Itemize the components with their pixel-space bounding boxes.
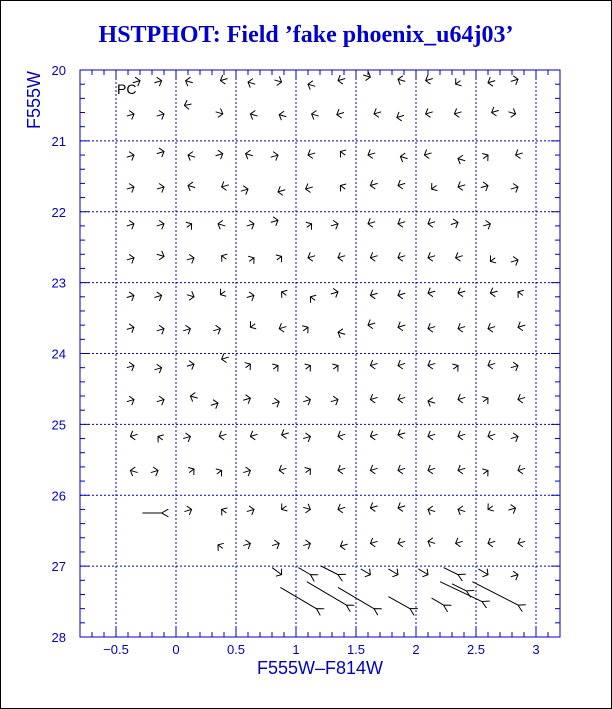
y-tick-label: 28 [51, 630, 66, 645]
vector-mark [444, 568, 458, 575]
vector-mark [282, 506, 287, 510]
vector-mark [432, 598, 444, 605]
y-axis-label: F555W [24, 70, 44, 130]
vector-mark [307, 224, 312, 228]
vector-mark [488, 506, 493, 510]
vector-mark [189, 469, 194, 473]
vector-mark [158, 436, 163, 440]
vector-mark [218, 545, 223, 549]
vector-mark [340, 152, 345, 156]
vector-mark [483, 470, 488, 474]
y-tick-label: 27 [51, 559, 66, 575]
y-tick-label: 21 [51, 133, 66, 149]
vector-mark [303, 327, 308, 331]
vector-mark [280, 587, 316, 608]
vector-mark [478, 569, 488, 575]
vector-mark [490, 258, 495, 262]
vector-mark [273, 366, 278, 370]
vector-mark [246, 364, 251, 368]
vector-mark [388, 569, 398, 575]
vector-mark [187, 224, 192, 228]
vector-mark [282, 292, 287, 296]
vector-mark [250, 324, 255, 328]
vector-mark [249, 258, 254, 262]
x-tick-label: −0.5 [103, 642, 129, 657]
y-tick-label: 24 [51, 346, 66, 362]
y-tick-label: 20 [51, 63, 66, 78]
vector-mark [518, 292, 523, 296]
vector-mark [456, 81, 461, 85]
vector-mark [222, 256, 227, 260]
x-tick-label: 0 [172, 642, 180, 657]
tick-layer [52, 63, 560, 657]
vector-mark [321, 566, 338, 575]
x-tick-label: 2 [412, 642, 420, 657]
vector-mark [340, 186, 345, 190]
vector-mark [220, 291, 225, 295]
x-tick-label: 2.5 [466, 642, 486, 657]
y-tick-label: 23 [51, 275, 66, 291]
vector-mark [361, 569, 371, 575]
vector-mark [483, 155, 488, 159]
vector-mark [472, 582, 518, 605]
vector-mark [453, 366, 458, 370]
vector-mark [272, 568, 282, 575]
vector-mark [388, 597, 410, 609]
vector-mark [277, 256, 282, 260]
vector-mark [483, 398, 488, 402]
vector-mark [452, 584, 466, 591]
vector-mark [333, 366, 338, 370]
y-tick-label: 22 [51, 204, 66, 220]
x-axis-label: F555W–F814W [256, 658, 384, 678]
chart-title: HSTPHOT: Field ’fake phoenix_u64j03’ [98, 22, 514, 48]
x-tick-label: 1.5 [346, 642, 366, 657]
pc-annotation: PC [117, 81, 137, 97]
vector-mark [306, 366, 311, 370]
x-tick-label: 3 [532, 642, 540, 657]
vector-mark [310, 297, 315, 301]
y-tick-label: 25 [51, 417, 66, 433]
vector-mark [217, 470, 222, 474]
x-tick-label: 0.5 [226, 642, 246, 657]
y-tick-label: 26 [51, 488, 66, 504]
x-tick-label: 1 [292, 642, 300, 657]
vector-mark [418, 569, 428, 575]
vector-mark [307, 582, 347, 605]
vector-mark [298, 568, 310, 575]
vector-mark [432, 186, 437, 190]
vector-mark [222, 509, 227, 513]
vector-layer [127, 72, 525, 609]
vector-mark [306, 469, 311, 473]
